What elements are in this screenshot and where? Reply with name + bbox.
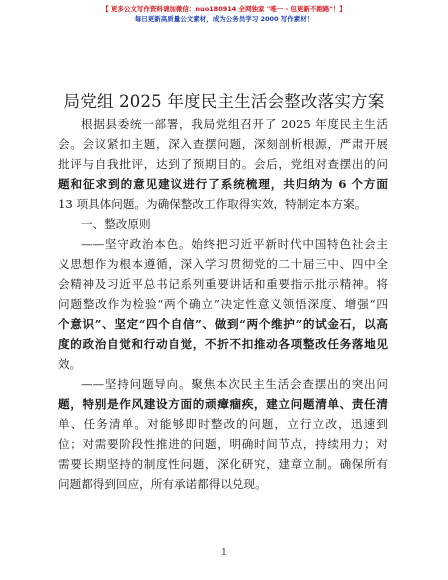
promo-line-2: 每日更新高质量公文素材，成为公务员学习 2000 写作素材！	[134, 15, 314, 23]
text-line: 单、任务清单。对能够即时整改的问题，立行立改，迅速到	[58, 417, 388, 431]
text-line: 13 项具体问题。为确保整改工作取得实效，特制定本方案。	[58, 197, 367, 211]
document-title: 局党组 2025 年度民主生活会整改落实方案	[63, 92, 385, 111]
text-line: 问题整改作为检验“两个确立”决定性意义领悟深度、增强“四	[58, 297, 388, 311]
text-line: 问题都得到回应，所有承诺都得以兑现。	[58, 477, 267, 491]
text-line: ——坚持问题导向。聚焦本次民主生活会查摆出的突出问	[81, 377, 388, 391]
section-heading: 一、整改原则	[81, 217, 151, 231]
text-line: 批评与自我批评，达到了预期目的。会后，党组对查摆出的问	[58, 157, 388, 171]
text-line: 会精神及习近平总书记系列重要讲话和重要指示批示精神。将	[58, 277, 388, 291]
text-line: 个意识”、坚定“四个自信”、做到“两个维护”的试金石，以高	[58, 317, 388, 331]
document-body	[58, 114, 388, 494]
text-line: 需要长期坚持的制度性问题，深化研究，建章立制。确保所有	[58, 457, 388, 471]
text-line: 题和征求到的意见建议进行了系统梳理，共归纳为 6 个方面	[58, 177, 388, 191]
text-line: 题，特别是作风建设方面的顽瘴痼疾，建立问题清单、责任清	[58, 397, 388, 411]
text-line: 度的政治自觉和行动自觉，不折不扣推动各项整改任务落地见	[58, 337, 388, 351]
page-number: 1	[221, 548, 227, 558]
text-line: 义思想作为根本遵循，深入学习贯彻党的二十届三中、四中全	[58, 257, 388, 271]
promo-line-1: 【 更多公文写作资料请加微信：nuo180914 全网独家 "唯一 - 包更新不跑路"！】	[102, 5, 346, 13]
text-line: 根据县委统一部署，我局党组召开了 2025 年度民主生活	[81, 117, 388, 131]
promo-banner	[0, 4, 448, 24]
text-line: ——坚守政治本色。始终把习近平新时代中国特色社会主	[81, 237, 388, 251]
text-line: 会。会议紧扣主题，深入查摆问题，深刻剖析根源，严肃开展	[58, 137, 388, 151]
text-line: 位；对需要阶段性推进的问题，明确时间节点，持续用力；对	[58, 437, 388, 451]
text-line: 效。	[58, 357, 82, 371]
